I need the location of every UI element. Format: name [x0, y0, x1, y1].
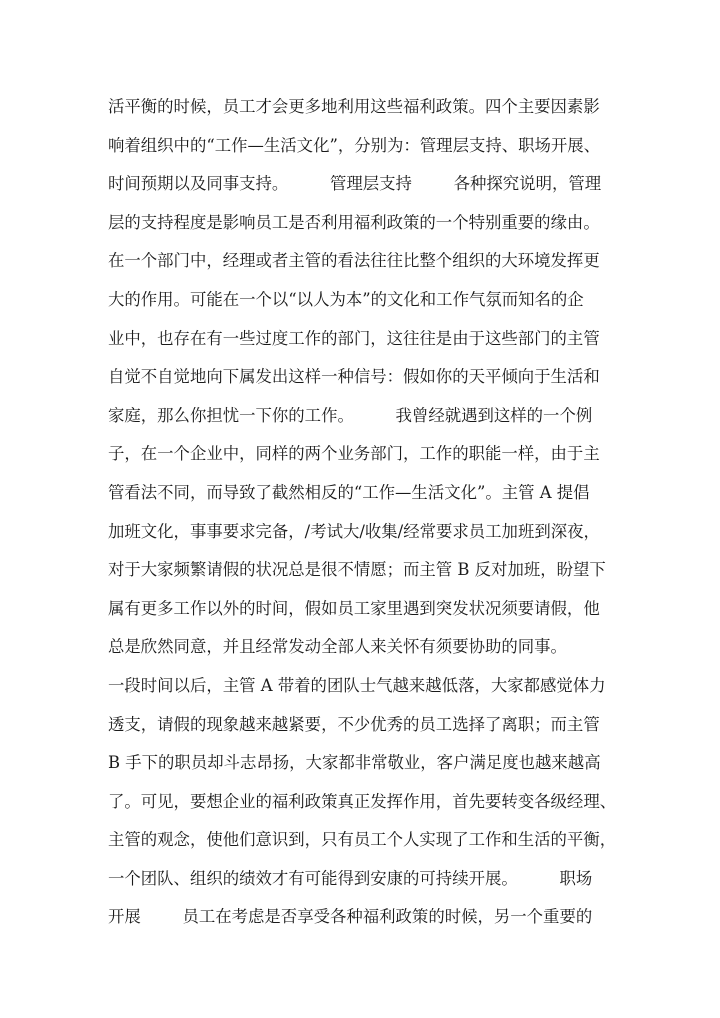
text-line: 开展 员工在考虑是否享受各种福利政策的时候，另一个重要的 [108, 907, 593, 927]
text-line: 家庭，那么你担忧一下你的工作。 我曾经就遇到这样的一个例 [108, 405, 593, 425]
text-line: 透支，请假的现象越来越紧要，不少优秀的员工选择了离职；而主管 [108, 714, 600, 734]
text-line: B 手下的职员却斗志昂扬，大家都非常敬业，客户满足度也越来越高 [108, 753, 601, 773]
text-line: 自觉不自觉地向下属发出这样一种信号：假如你的天平倾向于生活和 [108, 367, 600, 387]
text-line: 对于大家频繁请假的状况总是很不情愿；而主管 B 反对加班，盼望下 [108, 560, 606, 580]
text-line: 加班文化，事事要求完备，/考试大/收集/经常要求员工加班到深夜， [108, 521, 600, 541]
text-line: 业中，也存在有一些过度工作的部门，这往往是由于这些部门的主管 [108, 328, 600, 348]
text-line: 层的支持程度是影响员工是否利用福利政策的一个特别重要的缘由。 [108, 212, 600, 232]
body-text [108, 88, 623, 937]
text-line: 一段时间以后，主管 A 带着的团队士气越来越低落，大家都感觉体力 [108, 675, 606, 695]
text-line: 响着组织中的“工作—生活文化”，分别为：管理层支持、职场开展、 [108, 135, 601, 155]
text-line: 属有更多工作以外的时间，假如员工家里遇到突发状况须要请假，他 [108, 598, 600, 618]
text-line: 总是欣然同意，并且经常发动全部人来关怀有须要协助的同事。 [108, 637, 567, 657]
text-line: 大的作用。可能在一个以“以人为本”的文化和工作气氛而知名的企 [108, 289, 584, 309]
text-line: 主管的观念，使他们意识到，只有员工个人实现了工作和生活的平衡， [108, 830, 617, 850]
text-line: 活平衡的时候，员工才会更多地利用这些福利政策。四个主要因素影 [108, 97, 600, 116]
text-line: 一个团队、组织的绩效才有可能得到安康的可持续开展。 职场 [108, 868, 593, 888]
text-line: 管看法不同，而导致了截然相反的“工作—生活文化”。主管 A 提倡 [108, 482, 590, 502]
text-line: 子，在一个企业中，同样的两个业务部门，工作的职能一样，由于主 [108, 444, 600, 464]
text-line: 时间预期以及同事支持。 管理层支持 各种探究说明，管理 [108, 174, 602, 194]
text-line: 了。可见，要想企业的福利政策真正发挥作用，首先要转变各级经理、 [108, 791, 617, 811]
text-line: 在一个部门中，经理或者主管的看法往往比整个组织的大环境发挥更 [108, 251, 600, 271]
